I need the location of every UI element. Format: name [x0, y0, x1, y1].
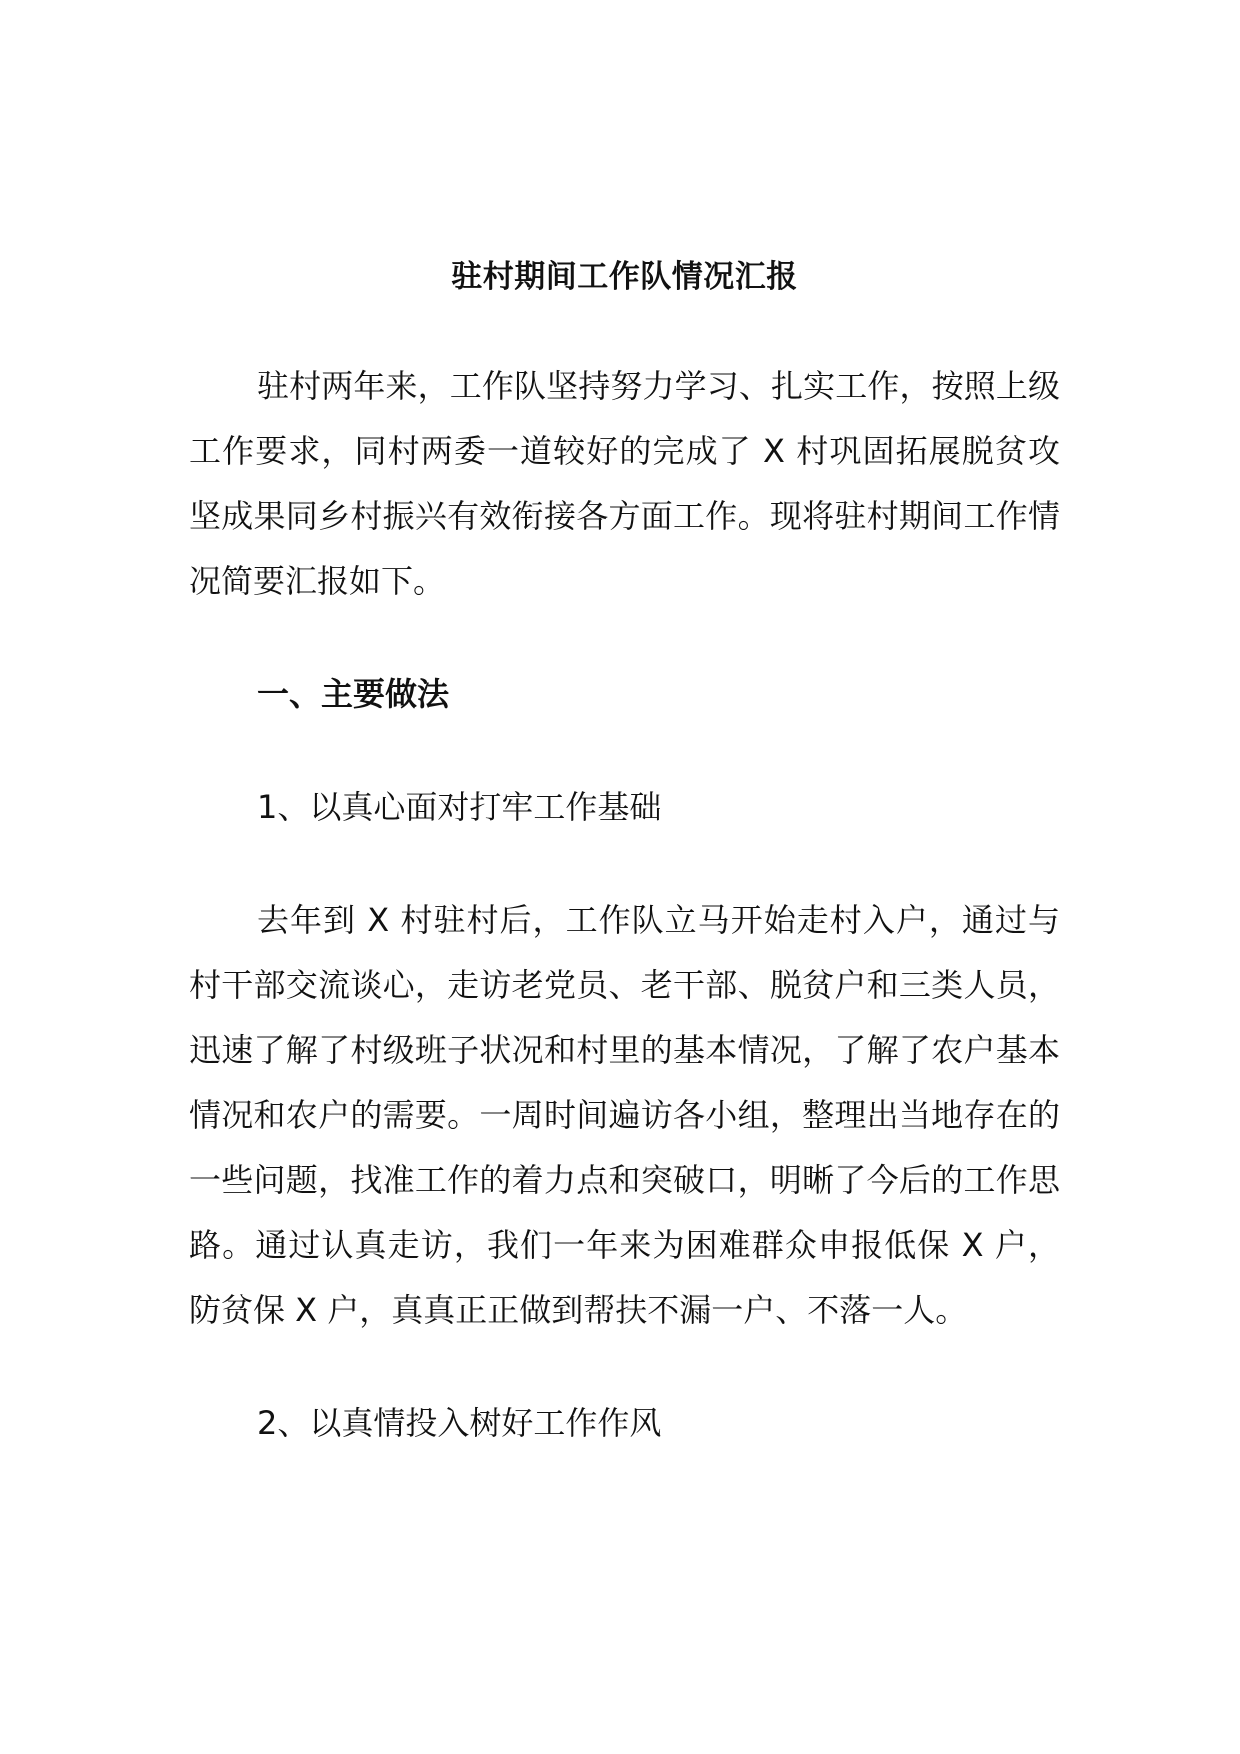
subsection-heading-2: 2、以真情投入树好工作作风 [257, 1404, 662, 1442]
document-body [189, 244, 1060, 1456]
document-title: 驻村期间工作队情况汇报 [451, 259, 798, 295]
section-heading-main-practices: 一、主要做法 [257, 675, 450, 713]
subsection-1-paragraph: 去年到 X 村驻村后，工作队立马开始走村入户，通过与村干部交流谈心，走访老党员、老干部、脱贫户和三类人员，迅速了解了村级班子状况和村里的基本情况，了解了农户基本情况和农户的需要。一周时间遍访各小组，整理出当地存在的一些问题，找准工作的着力点和突破口，明晰了今后的工作思路。通过认真走访，我们一年来为困难群众申报低保 X 户，防贫保 X 户，真真正正做到帮扶不漏一户、不落一人。 [189, 901, 1060, 1329]
intro-paragraph: 驻村两年来，工作队坚持努力学习、扎实工作，按照上级工作要求，同村两委一道较好的完成了 X 村巩固拓展脱贫攻坚成果同乡村振兴有效衔接各方面工作。现将驻村期间工作情况简要汇报如下。 [189, 367, 1060, 600]
subsection-heading-1: 1、以真心面对打牢工作基础 [257, 788, 662, 826]
